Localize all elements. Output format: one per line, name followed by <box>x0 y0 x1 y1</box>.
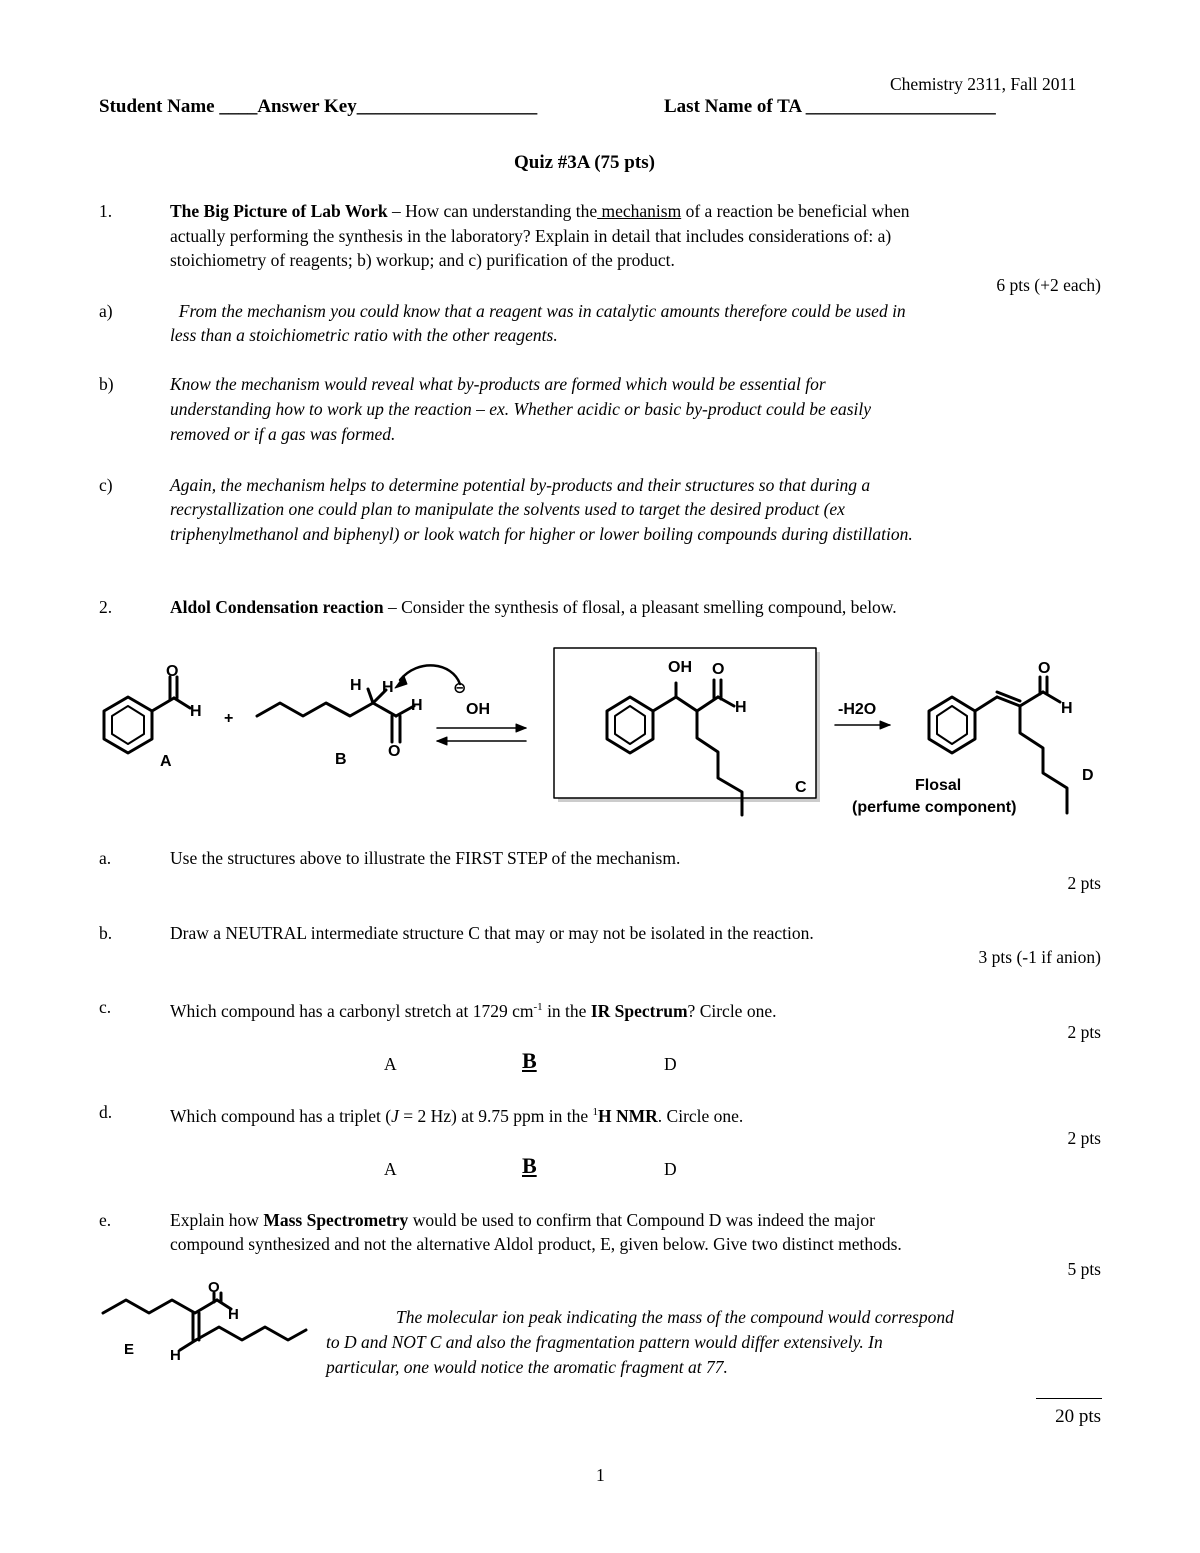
scheme-label: H <box>350 677 362 694</box>
q2d-text-before: Which compound has a triplet ( <box>170 1105 392 1126</box>
reaction-scheme <box>0 640 1200 830</box>
compound-b-label: B <box>335 751 347 768</box>
q1-a-line: less than a stoichiometric ratio with the other reagents. <box>170 325 558 345</box>
q1-c-line: Again, the mechanism helps to determine potential by-products and their structures so that during a <box>170 475 871 495</box>
q1-dash: – How can understanding the <box>387 201 598 221</box>
scheme-label: O <box>1038 660 1051 677</box>
q2e-answer-line: particular, one would notice the aromatic fragment at 77. <box>326 1357 728 1377</box>
q2c-bold: IR Spectrum <box>590 1000 688 1021</box>
compound-a-label: A <box>160 753 172 770</box>
course-label: Chemistry 2311, Fall 2011 <box>890 74 1077 94</box>
q2e-answer-line: to D and NOT C and also the fragmentation pattern would differ extensively. In <box>326 1332 883 1352</box>
q2b-label: b. <box>99 923 113 943</box>
q1-points: 6 pts (+2 each) <box>996 275 1101 295</box>
q2c-superscript: -1 <box>533 1001 543 1013</box>
scheme-label: H <box>190 703 202 720</box>
q1-b-label: b) <box>99 374 114 394</box>
q2c-choice-b-answer[interactable]: B <box>522 1048 537 1073</box>
q2e-label: e. <box>99 1210 112 1230</box>
scheme-label: H <box>735 699 747 716</box>
q2e-text-before: Explain how <box>170 1210 264 1230</box>
q1-c-line: recrystallization one could plan to manipulate the solvents used to target the desired product (ex <box>170 499 845 519</box>
q2e-points: 5 pts <box>1067 1259 1101 1279</box>
q1-b-line: Know the mechanism would reveal what by-products are formed which would be essential for <box>170 374 826 394</box>
negative-charge: ⊖ <box>453 680 467 697</box>
q2-prompt-rest: – Consider the synthesis of flosal, a pleasant smelling compound, below. <box>383 597 897 617</box>
compound-e-h: H <box>170 1347 181 1364</box>
q1-b-line: understanding how to work up the reaction – ex. Whether acidic or basic by-product could be easily <box>170 399 871 419</box>
compound-e-h: H <box>228 1306 239 1323</box>
q2d-points: 2 pts <box>1067 1128 1101 1148</box>
q2d-j: J <box>391 1105 399 1126</box>
scheme-label: O <box>388 743 401 760</box>
q1-c-label: c) <box>99 475 113 495</box>
q1-prompt-line2: actually performing the synthesis in the laboratory? Explain in detail that includes considerations of: a) <box>170 226 892 246</box>
dehydration-label: -H2O <box>838 701 877 718</box>
q2d-text <box>170 1100 743 1128</box>
scheme-label: H <box>411 697 423 714</box>
compound-e-oxygen: O <box>208 1279 220 1296</box>
q2c-choice-a[interactable]: A <box>384 1054 397 1074</box>
q2a-points: 2 pts <box>1067 873 1101 893</box>
q2d-choice-a[interactable]: A <box>384 1159 397 1179</box>
q1-line1-rest: of a reaction be beneficial when <box>681 201 910 221</box>
q2d-bold: H NMR <box>598 1105 658 1126</box>
q1-number: 1. <box>99 201 113 221</box>
q2e-text <box>170 1208 875 1232</box>
q2-prompt <box>170 595 897 619</box>
q2c-text-after: ? Circle one. <box>687 1000 777 1021</box>
scheme-label: H <box>382 679 394 696</box>
scheme-label: H <box>1061 700 1073 717</box>
page-number: 1 <box>596 1465 605 1485</box>
plus-sign: + <box>224 710 234 727</box>
scheme-label: O <box>712 661 725 678</box>
q1-c-line: triphenylmethanol and biphenyl) or look watch for higher or lower boiling compounds during distillation. <box>170 524 913 544</box>
q1-mechanism-word: mechanism <box>597 201 682 221</box>
q2b-points: 3 pts (-1 if anion) <box>978 947 1101 967</box>
compound-d-label: D <box>1082 767 1094 784</box>
q1-prompt-line3: stoichiometry of reagents; b) workup; and c) purification of the product. <box>170 250 675 270</box>
q2-title: Aldol Condensation reaction <box>170 597 384 617</box>
total-rule <box>1036 1398 1102 1399</box>
q2c-text-mid: in the <box>542 1000 591 1021</box>
q1-title: The Big Picture of Lab Work <box>170 201 388 221</box>
q2c-text-before: Which compound has a carbonyl stretch at 1729 cm <box>170 1000 534 1021</box>
q2c-points: 2 pts <box>1067 1022 1101 1042</box>
q2e-text-line2: compound synthesized and not the alternative Aldol product, E, given below. Give two distinct methods. <box>170 1234 902 1254</box>
scheme-label: O <box>166 663 179 680</box>
quiz-title: Quiz #3A (75 pts) <box>514 152 655 173</box>
student-name-label: Student Name ____Answer Key___________________ <box>99 96 538 117</box>
compound-c-label: C <box>795 779 807 796</box>
q2d-choice-b-answer[interactable]: B <box>522 1153 537 1178</box>
q2c-text <box>170 995 776 1023</box>
q1-b-line: removed or if a gas was formed. <box>170 424 396 444</box>
compound-e-structure <box>0 1270 330 1370</box>
flosal-label: Flosal <box>915 777 962 794</box>
q2d-text-mid: = 2 Hz) at 9.75 ppm in the <box>398 1105 593 1126</box>
curved-arrow <box>400 665 460 684</box>
q1-prompt-line1 <box>170 199 910 223</box>
ta-name-label: Last Name of TA ____________________ <box>664 96 996 117</box>
q2d-label: d. <box>99 1102 113 1122</box>
q1-a-label: a) <box>99 301 113 321</box>
compound-e-label: E <box>124 1341 135 1358</box>
q1-a-line: From the mechanism you could know that a reagent was in catalytic amounts therefore could be used in <box>170 301 906 321</box>
q2c-choice-d[interactable]: D <box>664 1054 677 1074</box>
q2c-label: c. <box>99 997 112 1017</box>
q2e-text-after: would be used to confirm that Compound D was indeed the major <box>408 1210 875 1230</box>
q2a-label: a. <box>99 848 112 868</box>
total-points: 20 pts <box>1055 1406 1101 1427</box>
q2e-answer-line: The molecular ion peak indicating the mass of the compound would correspond <box>396 1307 954 1327</box>
q2-number: 2. <box>99 597 113 617</box>
q2a-text: Use the structures above to illustrate the FIRST STEP of the mechanism. <box>170 848 681 868</box>
perfume-label: (perfume component) <box>852 799 1017 816</box>
hydroxide-label: OH <box>466 701 490 718</box>
compound-b-structure <box>257 689 414 742</box>
q2e-bold: Mass Spectrometry <box>263 1210 409 1230</box>
scheme-label: OH <box>668 659 692 676</box>
q2b-text: Draw a NEUTRAL intermediate structure C that may or may not be isolated in the reaction. <box>170 923 814 943</box>
q2d-superscript: 1 <box>592 1106 598 1118</box>
q2d-text-after: . Circle one. <box>657 1105 744 1126</box>
compound-a-structure <box>104 677 190 753</box>
q2d-choice-d[interactable]: D <box>664 1159 677 1179</box>
